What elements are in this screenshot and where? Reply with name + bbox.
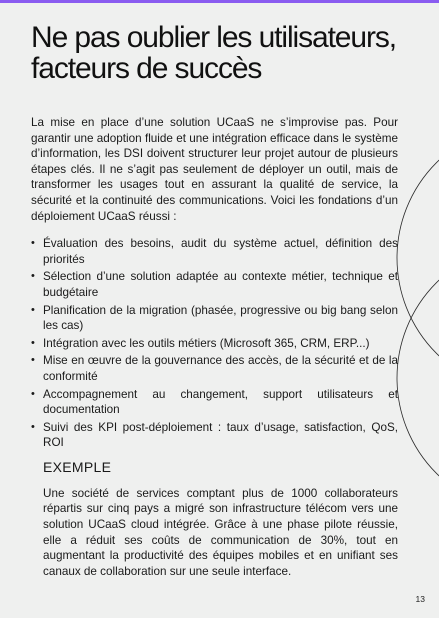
list-item-text: Sélection d’une solution adaptée au contexte métier, technique et budgétaire [43,270,398,299]
bullet-icon: • [31,237,35,250]
list-item-text: Planification de la migration (phasée, progressive ou big bang selon les cas) [43,303,398,333]
bullet-icon: • [31,420,35,433]
bullet-icon: • [31,336,35,349]
list-item [31,353,398,384]
list-item [31,269,398,300]
page-number: 13 [415,594,425,604]
page-title: Ne pas oublier les utilisateurs, facteurs de succès [31,21,396,85]
decorative-circle-lower [397,243,439,513]
bullet-icon: • [31,387,35,400]
list-item-text: Intégration avec les outils métiers (Microsoft 365, CRM, ERP...) [43,336,370,350]
list-item-text: Évaluation des besoins, audit du système actuel, définition des priorités [43,237,398,266]
decorative-circle-upper [397,123,439,393]
list-item [31,336,398,352]
steps-list [31,236,398,451]
list-item [31,420,398,451]
example-heading: EXEMPLE [43,458,112,475]
example-paragraph: Une société de services comptant plus de 1000 collaborateurs répartis sur cinq pays a migré son infrastructure télécom vers une solution UCaaS cloud intégrée. Grâce à une phase pilote réussie, elle a réduit ses coûts de communication de 30%, tout en augmentant la productivité des équipes mobiles et en unifiant ses canaux de collaboration sur une seule interface. [43,486,398,578]
intro-paragraph: La mise en place d’une solution UCaaS ne s’improvise pas. Pour garantir une adoption fluide et une intégration efficace dans le système d’information, les DSI doivent structurer leur projet autour de plusieurs étapes clés. Il ne s’agit pas seulement de déployer un outil, mais de transformer les usages tout en assurant la qualité de service, la sécurité et la continuité des communications. Voici les fondations d’un déploiement UCaaS réussi : [31,116,398,223]
list-item-text: Suivi des KPI post-déploiement : taux d’usage, satisfaction, QoS, ROI [43,420,398,450]
list-item [31,303,398,334]
list-item-text: Accompagnement au changement, support utilisateurs et documentation [43,387,398,417]
document-page [31,22,398,579]
list-item-text: Mise en œuvre de la gouvernance des accès, de la sécurité et de la conformité [43,354,398,383]
list-item [31,236,398,267]
list-item [31,387,398,418]
bullet-icon: • [31,354,35,367]
bullet-icon: • [31,270,35,283]
bullet-icon: • [31,303,35,316]
top-accent-bar [0,0,439,3]
